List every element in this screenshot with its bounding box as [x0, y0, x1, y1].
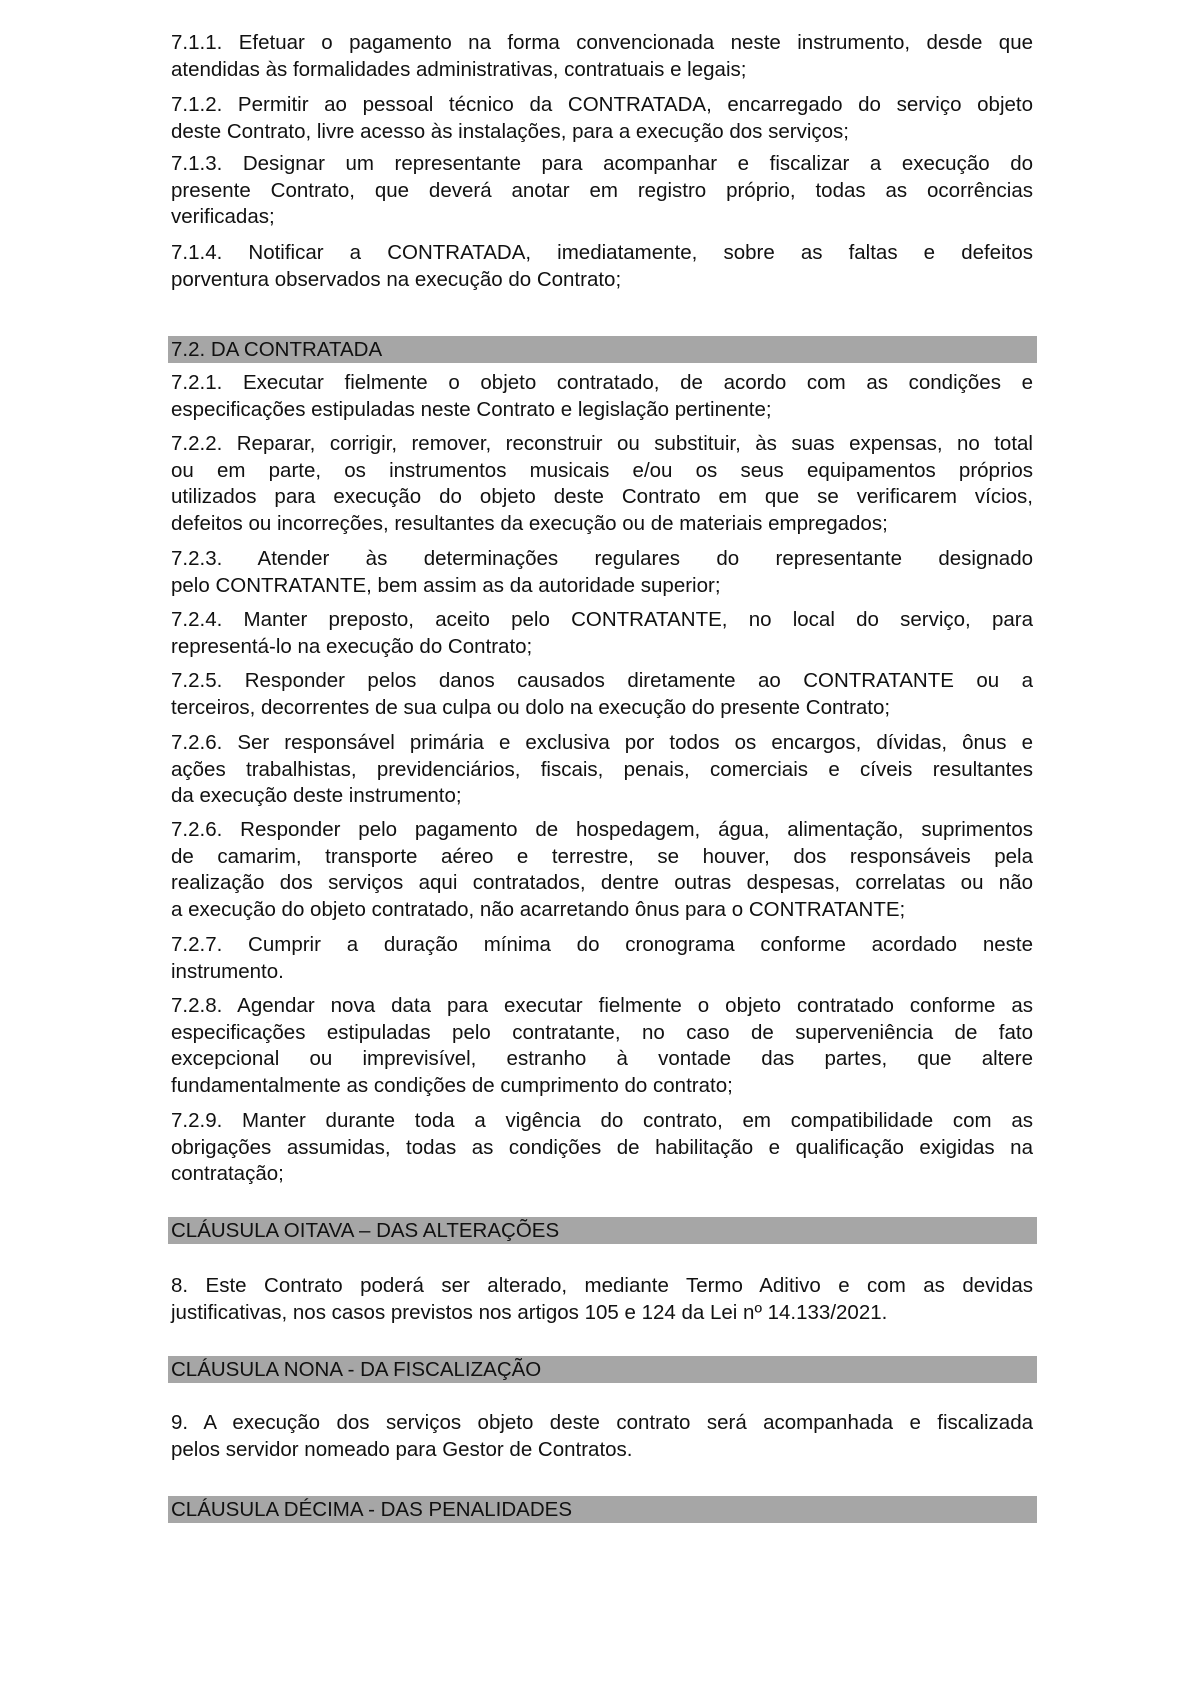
clause-paragraph-7-2-1 [171, 370, 1033, 423]
paragraph-line: porventura observados na execução do Contrato; [171, 267, 622, 291]
paragraph-line: 7.2.6. Ser responsável primária e exclusiva por todos os encargos, dívidas, ônus e [171, 731, 1033, 754]
paragraph-line: representá-lo na execução do Contrato; [171, 634, 533, 658]
paragraph-line: deste Contrato, livre acesso às instalações, para a execução dos serviços; [171, 119, 849, 143]
paragraph-line: 7.1.1. Efetuar o pagamento na forma convencionada neste instrumento, desde que [171, 31, 1033, 54]
clause-paragraph-7-2-9 [171, 1108, 1033, 1188]
paragraph-line: fundamentalmente as condições de cumprimento do contrato; [171, 1073, 733, 1097]
paragraph-line: pelo CONTRATANTE, bem assim as da autoridade superior; [171, 573, 721, 597]
paragraph-line: verificadas; [171, 205, 275, 228]
clause-paragraph-7-1-4 [171, 240, 1033, 293]
paragraph-line: utilizados para execução do objeto deste Contrato em que se verificarem vícios, [171, 485, 1033, 508]
clause-paragraph-7-2-3 [171, 546, 1033, 599]
paragraph-line: excepcional ou imprevisível, estranho à vontade das partes, que altere [171, 1047, 1033, 1070]
clause-paragraph-7-2-2 [171, 431, 1033, 537]
section-heading-clausula-oitava: CLÁUSULA OITAVA – DAS ALTERAÇÕES [168, 1217, 1037, 1244]
paragraph-line: atendidas às formalidades administrativas, contratuais e legais; [171, 57, 747, 81]
clause-paragraph-7-2-6 [171, 730, 1033, 810]
paragraph-line: 7.1.3. Designar um representante para acompanhar e fiscalizar a execução do [171, 152, 1033, 175]
paragraph-line: presente Contrato, que deverá anotar em registro próprio, todas as ocorrências [171, 178, 1033, 202]
clause-paragraph-7-2-4 [171, 607, 1033, 660]
paragraph-line: terceiros, decorrentes de sua culpa ou dolo na execução do presente Contrato; [171, 695, 891, 719]
paragraph-line: ações trabalhistas, previdenciários, fiscais, penais, comerciais e cíveis resultantes [171, 757, 1033, 781]
paragraph-line: 7.2.9. Manter durante toda a vigência do contrato, em compatibilidade com as [171, 1109, 1033, 1132]
paragraph-line: 7.2.7. Cumprir a duração mínima do cronograma conforme acordado neste [171, 933, 1033, 956]
section-heading-clausula-decima: CLÁUSULA DÉCIMA - DAS PENALIDADES [168, 1496, 1037, 1523]
paragraph-line: 7.2.8. Agendar nova data para executar fielmente o objeto contratado conforme as [171, 994, 1033, 1017]
paragraph-line: justificativas, nos casos previstos nos artigos 105 e 124 da Lei nº 14.133/2021. [171, 1300, 888, 1324]
paragraph-line: da execução deste instrumento; [171, 784, 462, 807]
paragraph-line: defeitos ou incorreções, resultantes da execução ou de materiais empregados; [171, 511, 888, 535]
clause-paragraph-7-2-5 [171, 668, 1033, 721]
section-heading-contratada: 7.2. DA CONTRATADA [168, 336, 1037, 363]
paragraph-line: especificações estipuladas neste Contrato e legislação pertinente; [171, 397, 772, 421]
paragraph-line: instrumento. [171, 959, 284, 983]
clause-paragraph-8 [171, 1273, 1033, 1326]
paragraph-line: 7.1.4. Notificar a CONTRATADA, imediatamente, sobre as faltas e defeitos [171, 241, 1033, 264]
paragraph-line: ou em parte, os instrumentos musicais e/ou os seus equipamentos próprios [171, 458, 1033, 482]
clause-paragraph-7-1-2 [171, 92, 1033, 145]
paragraph-line: obrigações assumidas, todas as condições de habilitação e qualificação exigidas na [171, 1135, 1033, 1159]
section-heading-clausula-nona: CLÁUSULA NONA - DA FISCALIZAÇÃO [168, 1356, 1037, 1383]
paragraph-line: realização dos serviços aqui contratados, dentre outras despesas, correlatas ou não [171, 871, 1033, 894]
paragraph-line: 9. A execução dos serviços objeto deste contrato será acompanhada e fiscalizada [171, 1411, 1033, 1434]
paragraph-line: de camarim, transporte aéreo e terrestre, se houver, dos responsáveis pela [171, 844, 1033, 868]
paragraph-line: contratação; [171, 1162, 284, 1185]
paragraph-line: especificações estipuladas pelo contratante, no caso de superveniência de fato [171, 1020, 1033, 1044]
paragraph-line: 7.2.3. Atender às determinações regulares do representante designado [171, 547, 1033, 570]
paragraph-line: pelos servidor nomeado para Gestor de Contratos. [171, 1437, 633, 1461]
clause-paragraph-7-1-1 [171, 30, 1033, 83]
clause-paragraph-7-2-8 [171, 993, 1033, 1099]
paragraph-line: 7.2.4. Manter preposto, aceito pelo CONTRATANTE, no local do serviço, para [171, 608, 1033, 631]
paragraph-line: 7.2.6. Responder pelo pagamento de hospedagem, água, alimentação, suprimentos [171, 818, 1033, 841]
paragraph-line: 7.2.1. Executar fielmente o objeto contratado, de acordo com as condições e [171, 371, 1033, 394]
paragraph-line: 7.1.2. Permitir ao pessoal técnico da CONTRATADA, encarregado do serviço objeto [171, 93, 1033, 116]
paragraph-line: 7.2.2. Reparar, corrigir, remover, reconstruir ou substituir, às suas expensas, no total [171, 432, 1033, 455]
paragraph-line: 7.2.5. Responder pelos danos causados diretamente ao CONTRATANTE ou a [171, 669, 1033, 692]
clause-paragraph-7-2-7 [171, 932, 1033, 985]
paragraph-line: a execução do objeto contratado, não acarretando ônus para o CONTRATANTE; [171, 897, 906, 921]
paragraph-line: 8. Este Contrato poderá ser alterado, mediante Termo Aditivo e com as devidas [171, 1274, 1033, 1297]
clause-paragraph-7-2-6b [171, 817, 1033, 923]
clause-paragraph-9 [171, 1410, 1033, 1463]
clause-paragraph-7-1-3 [171, 151, 1033, 231]
